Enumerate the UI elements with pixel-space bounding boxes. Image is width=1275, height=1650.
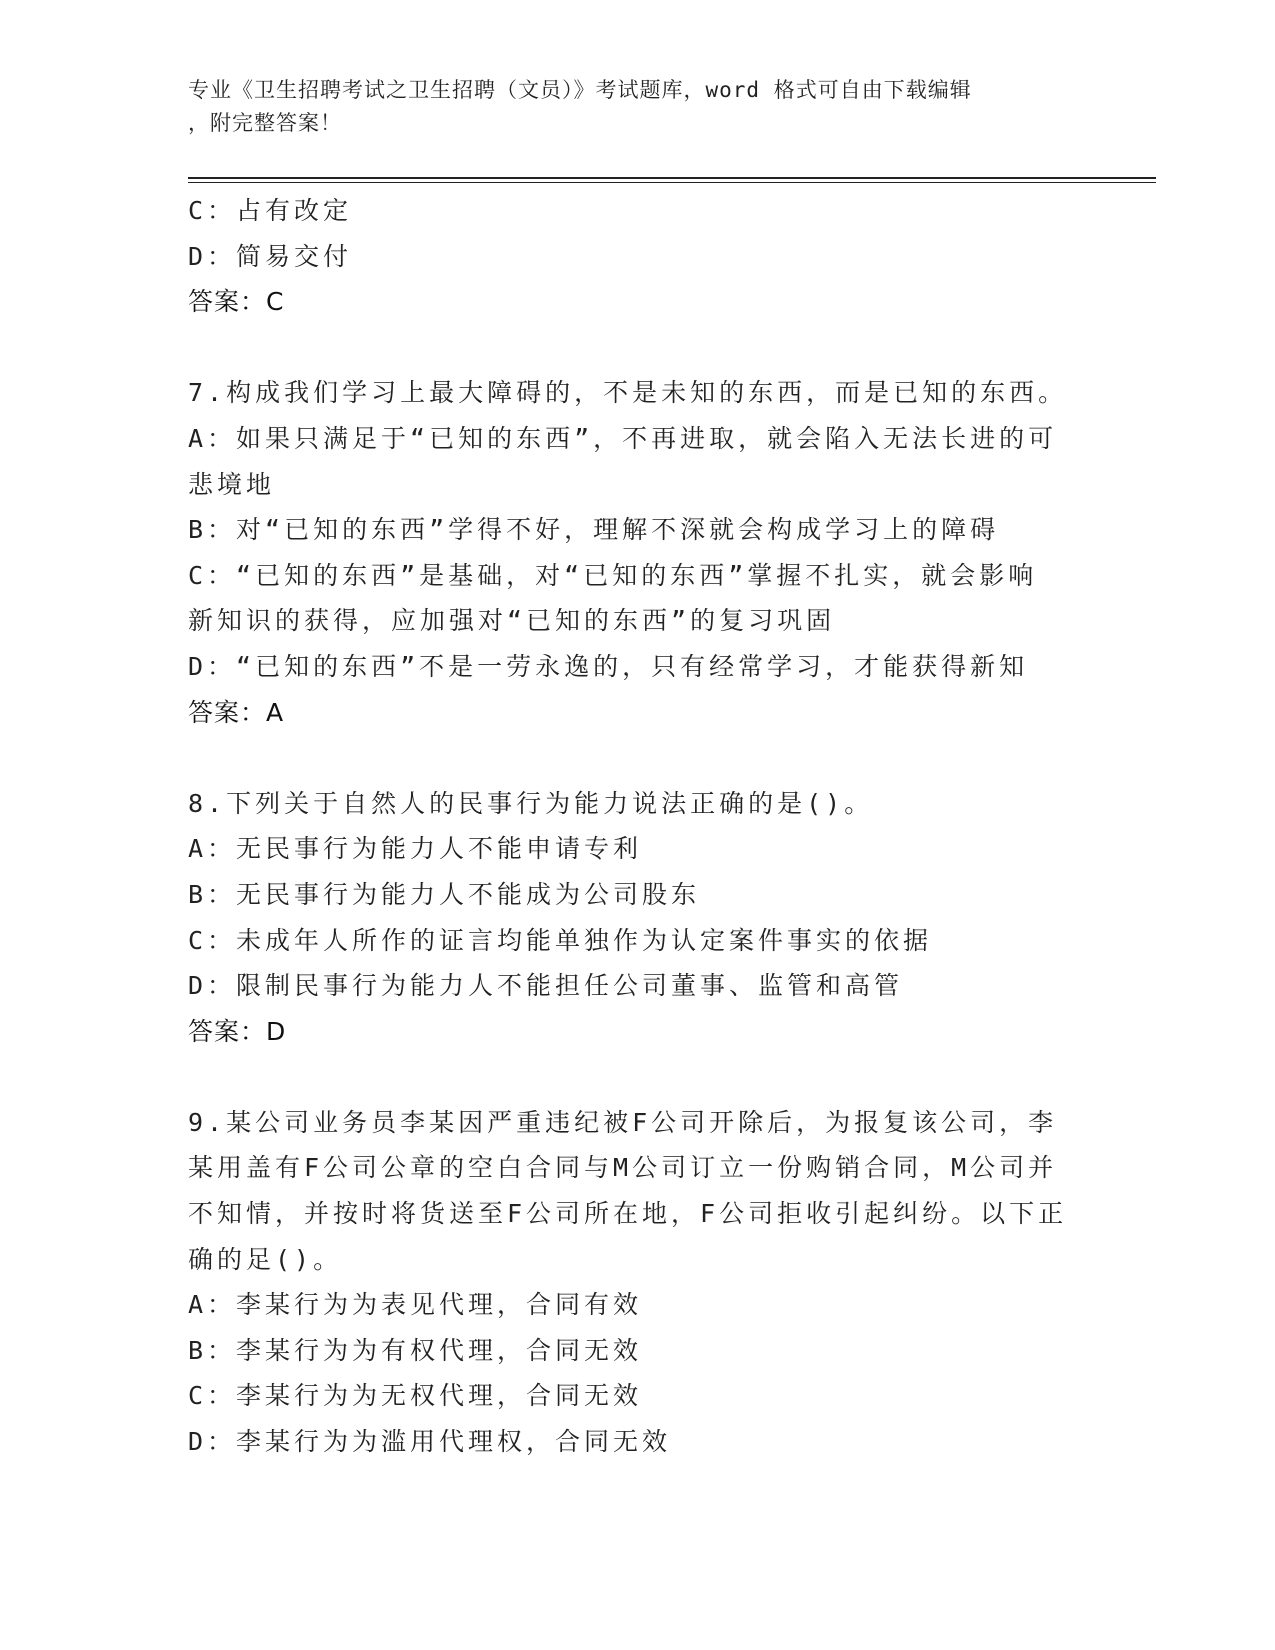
- option-a: A：如果只满足于“已知的东西”，不再进取，就会陷入无法长进的可: [188, 423, 1058, 453]
- spacer: [188, 735, 1088, 781]
- option-c: C：未成年人所作的证言均能单独作为认定案件事实的依据: [188, 925, 933, 955]
- header-rule-thin: [188, 182, 1156, 183]
- header-line-1: 专业《卫生招聘考试之卫生招聘（文员）》考试题库，word 格式可自由下载编辑: [188, 78, 972, 102]
- question-stem: 9.某公司业务员李某因严重违纪被F公司开除后，为报复该公司，李: [188, 1107, 1058, 1137]
- option-c: C：“已知的东西”是基础，对“已知的东西”掌握不扎实，就会影响: [188, 560, 1038, 590]
- page-header: [188, 74, 1068, 140]
- question-content: [188, 188, 1088, 1465]
- question-stem-continued: 某用盖有F公司公章的空白合同与M公司订立一份购销合同，M公司并: [188, 1153, 1058, 1183]
- option-a-continued: 悲境地: [188, 469, 276, 499]
- option-d: D：“已知的东西”不是一劳永逸的，只有经常学习，才能获得新知: [188, 651, 1029, 681]
- option-d: D：简易交付: [188, 241, 353, 271]
- question-7: [188, 370, 1088, 735]
- question-stem: 7.构成我们学习上最大障碍的，不是未知的东西，而是已知的东西。: [188, 378, 1068, 408]
- question-stem-continued: 不知情，并按时将货送至F公司所在地，F公司拒收引起纠纷。以下正: [188, 1199, 1068, 1229]
- option-c-continued: 新知识的获得，应加强对“已知的东西”的复习巩固: [188, 606, 836, 636]
- option-b: B：对“已知的东西”学得不好，理解不深就会构成学习上的障碍: [188, 515, 1000, 545]
- answer: 答案：A: [188, 697, 285, 727]
- option-a: A：李某行为为表见代理，合同有效: [188, 1290, 643, 1320]
- option-a: A：无民事行为能力人不能申请专利: [188, 834, 643, 864]
- spacer: [188, 325, 1088, 371]
- question-stem-continued: 确的足()。: [188, 1244, 343, 1274]
- prev-question: [188, 188, 1088, 325]
- option-d: D：李某行为为滥用代理权，合同无效: [188, 1427, 672, 1457]
- option-b: B：李某行为为有权代理，合同无效: [188, 1335, 643, 1365]
- question-9: [188, 1100, 1088, 1465]
- spacer: [188, 1054, 1088, 1100]
- question-stem: 8.下列关于自然人的民事行为能力说法正确的是()。: [188, 788, 874, 818]
- answer: 答案：C: [188, 287, 285, 317]
- question-8: [188, 781, 1088, 1055]
- header-rule-thick: [188, 177, 1156, 179]
- option-c: C：占有改定: [188, 196, 353, 225]
- header-line-2: ，附完整答案！: [188, 111, 342, 135]
- answer: 答案：D: [188, 1016, 287, 1046]
- option-c: C：李某行为为无权代理，合同无效: [188, 1381, 643, 1411]
- option-d: D：限制民事行为能力人不能担任公司董事、监管和高管: [188, 971, 904, 1001]
- option-b: B：无民事行为能力人不能成为公司股东: [188, 879, 701, 909]
